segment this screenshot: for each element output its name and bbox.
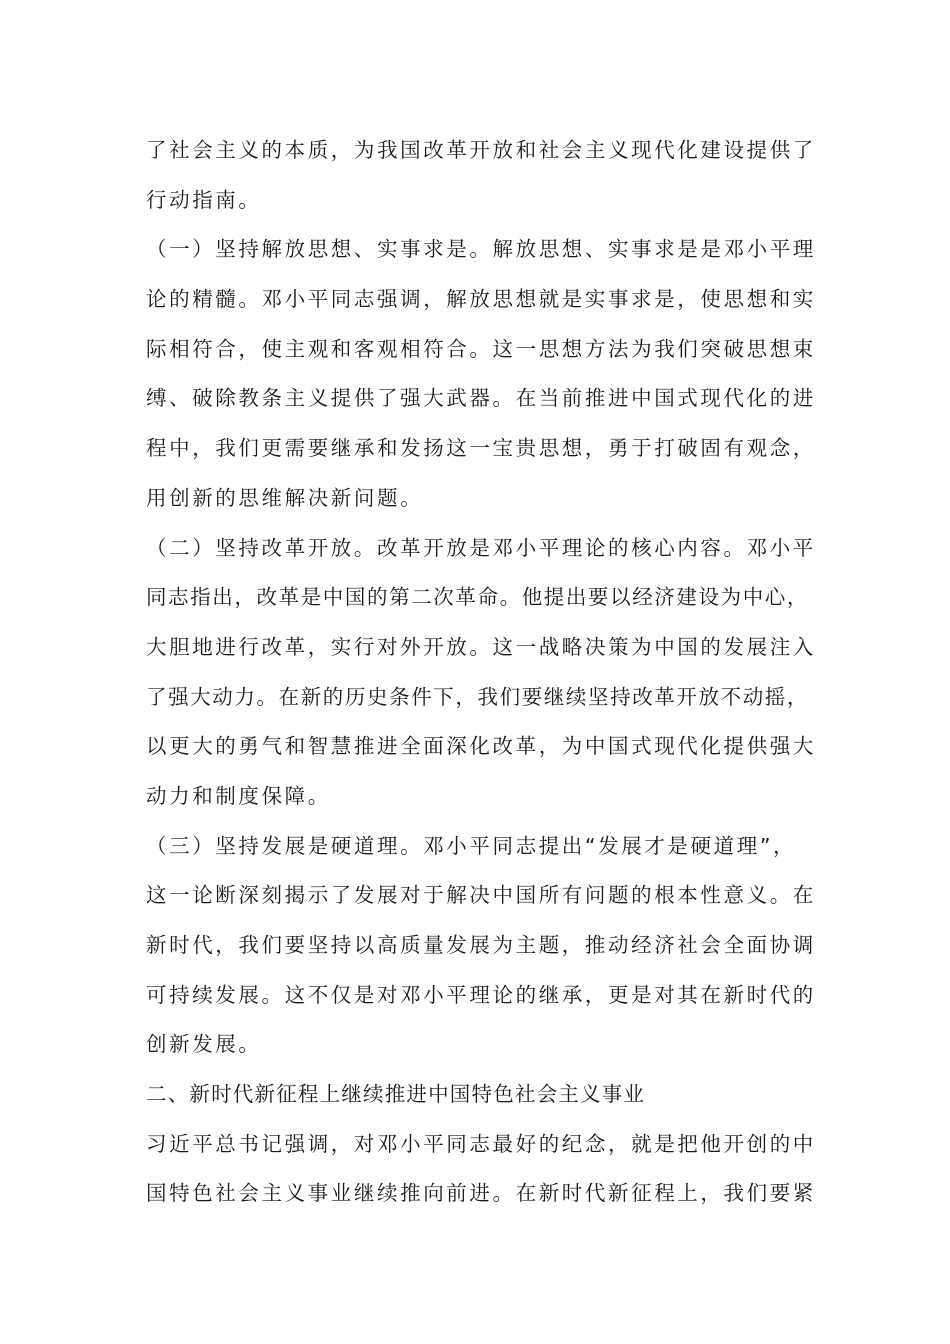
- text-line: 新时代，我们要坚持以高质量发展为主题，推动经济社会全面协调: [146, 933, 816, 957]
- text-line: 行动指南。: [146, 187, 262, 212]
- section-heading: 二、新时代新征程上继续推进中国特色社会主义事业: [146, 1082, 646, 1107]
- text-line: 论的精髓。邓小平同志强调，解放思想就是实事求是，使思想和实: [146, 287, 816, 312]
- text-line: 国特色社会主义事业继续推向前进。在新时代新征程上，我们要紧: [146, 1181, 816, 1206]
- text-line: 大胆地进行改革，实行对外开放。这一战略决策为中国的发展注入: [146, 634, 816, 659]
- text-line: 程中，我们更需要继承和发扬这一宝贵思想，勇于打破固有观念，: [146, 436, 816, 461]
- text-line: 创新发展。: [146, 1032, 262, 1057]
- paragraph-heading-2: （二）坚持改革开放。改革开放是邓小平理论的核心内容。邓小平: [146, 535, 816, 560]
- paragraph-heading-3: （三）坚持发展是硬道理。邓小平同志提出“发展才是硬道理”，: [146, 833, 797, 858]
- text-line: 了社会主义的本质，为我国改革开放和社会主义现代化建设提供了: [146, 138, 816, 162]
- text-line: 动力和制度保障。: [146, 783, 331, 808]
- paragraph-heading-1: （一）坚持解放思想、实事求是。解放思想、实事求是是邓小平理: [146, 237, 816, 262]
- text-line: 习近平总书记强调，对邓小平同志最好的纪念，就是把他开创的中: [146, 1131, 816, 1156]
- text-line: 同志指出，改革是中国的第二次革命。他提出要以经济建设为中心，: [146, 585, 809, 610]
- text-line: 了强大动力。在新的历史条件下，我们要继续坚持改革开放不动摇，: [146, 684, 809, 709]
- text-line: 这一论断深刻揭示了发展对于解决中国所有问题的根本性意义。在: [146, 883, 816, 908]
- text-line: 用创新的思维解决新问题。: [146, 485, 424, 510]
- text-line: 际相符合，使主观和客观相符合。这一思想方法为我们突破思想束: [146, 336, 816, 361]
- text-line: 可持续发展。这不仅是对邓小平理论的继承，更是对其在新时代的: [146, 982, 816, 1007]
- text-line: 以更大的勇气和智慧推进全面深化改革，为中国式现代化提供强大: [146, 734, 816, 759]
- text-line: 缚、破除教条主义提供了强大武器。在当前推进中国式现代化的进: [146, 386, 816, 411]
- document-body: [146, 126, 826, 1219]
